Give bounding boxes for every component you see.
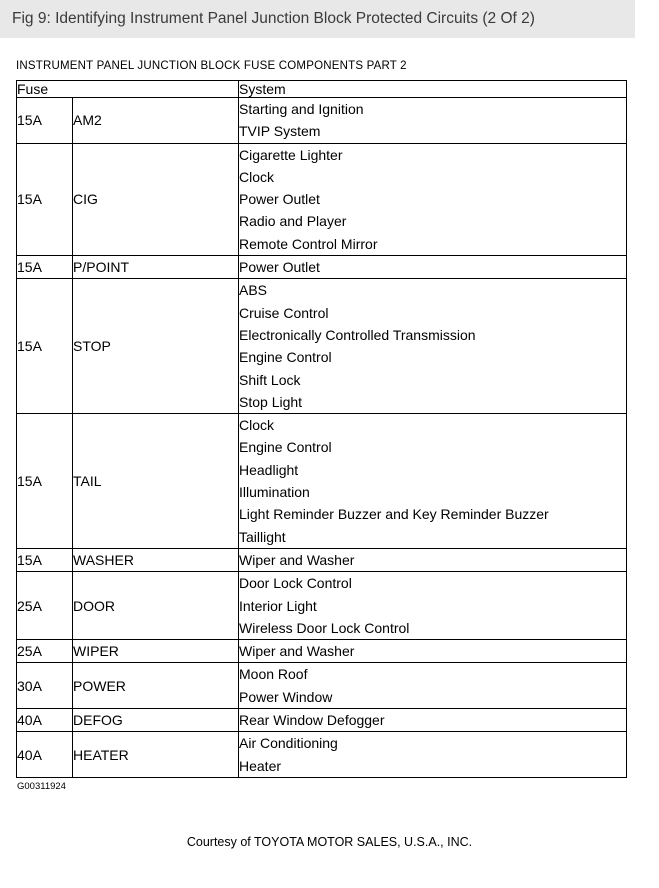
system-line: Cigarette Lighter <box>239 146 343 163</box>
cell-fuse-name: DOOR <box>73 572 239 640</box>
system-line: Power Outlet <box>239 259 320 276</box>
system-line: Rear Window Defogger <box>239 712 385 729</box>
cell-amperage: 15A <box>17 548 73 571</box>
system-line: Taillight <box>239 528 286 545</box>
system-line: Air Conditioning <box>239 735 338 752</box>
system-line: Power Outlet <box>239 191 320 208</box>
cell-amperage: 40A <box>17 732 73 778</box>
table-code: G00311924 <box>17 780 66 792</box>
cell-amperage: 25A <box>17 640 73 663</box>
cell-system-list <box>239 663 627 709</box>
cell-system-list <box>239 640 627 663</box>
system-line: ABS <box>239 282 268 299</box>
cell-fuse-name: AM2 <box>73 98 239 144</box>
cell-system-list <box>239 709 627 732</box>
column-header-fuse: Fuse <box>17 81 239 98</box>
cell-fuse-name: HEATER <box>73 732 239 778</box>
cell-system-list <box>239 98 627 144</box>
system-line: Stop Light <box>239 393 303 410</box>
table-header-row <box>17 81 627 98</box>
cell-amperage: 15A <box>17 414 73 549</box>
cell-amperage: 15A <box>17 143 73 255</box>
table-row <box>17 98 627 144</box>
system-line: Radio and Player <box>239 213 347 230</box>
courtesy-notice: Courtesy of TOYOTA MOTOR SALES, U.S.A., INC. <box>186 834 473 849</box>
cell-amperage: 40A <box>17 709 73 732</box>
table-row <box>17 572 627 640</box>
cell-system-list <box>239 732 627 778</box>
system-line: Illumination <box>239 484 310 501</box>
system-line: Wiper and Washer <box>239 643 355 660</box>
system-line: Starting and Ignition <box>239 101 364 117</box>
table-row <box>17 732 627 778</box>
table-row <box>17 414 627 549</box>
cell-system-list <box>239 414 627 549</box>
cell-system-list <box>239 143 627 255</box>
system-line: Engine Control <box>239 349 332 366</box>
cell-system-list <box>239 279 627 414</box>
cell-system-list <box>239 256 627 279</box>
document-body <box>0 60 659 849</box>
table-body <box>17 98 627 778</box>
system-line: Shift Lock <box>239 371 301 388</box>
system-line: Engine Control <box>239 439 332 456</box>
cell-system-list <box>239 548 627 571</box>
system-line: Wiper and Washer <box>239 551 355 568</box>
table-row <box>17 709 627 732</box>
cell-amperage: 25A <box>17 572 73 640</box>
system-line: Power Window <box>239 688 333 705</box>
system-line: Wireless Door Lock Control <box>239 619 410 636</box>
system-line: Light Reminder Buzzer and Key Reminder Buzzer <box>239 506 549 523</box>
figure-caption: Fig 9: Identifying Instrument Panel Junction Block Protected Circuits (2 Of 2) <box>0 0 635 38</box>
column-header-system: System <box>239 81 627 98</box>
cell-fuse-name: TAIL <box>73 414 239 549</box>
fuse-components-table <box>16 80 627 778</box>
system-line: Interior Light <box>239 597 317 614</box>
table-row <box>17 548 627 571</box>
table-title: INSTRUMENT PANEL JUNCTION BLOCK FUSE COMPONENTS PART 2 <box>16 60 407 72</box>
system-line: TVIP System <box>239 123 321 140</box>
cell-amperage: 15A <box>17 98 73 144</box>
cell-fuse-name: CIG <box>73 143 239 255</box>
table-row <box>17 663 627 709</box>
cell-fuse-name: WIPER <box>73 640 239 663</box>
cell-fuse-name: WASHER <box>73 548 239 571</box>
system-line: Headlight <box>239 461 299 478</box>
table-row <box>17 256 627 279</box>
system-line: Moon Roof <box>239 666 308 683</box>
table-row <box>17 640 627 663</box>
table-row <box>17 279 627 414</box>
table-row <box>17 143 627 255</box>
cell-fuse-name: P/POINT <box>73 256 239 279</box>
cell-fuse-name: STOP <box>73 279 239 414</box>
system-line: Cruise Control <box>239 304 329 321</box>
cell-fuse-name: POWER <box>73 663 239 709</box>
system-line: Clock <box>239 168 275 185</box>
system-line: Door Lock Control <box>239 575 352 592</box>
system-line: Remote Control Mirror <box>239 235 378 252</box>
cell-fuse-name: DEFOG <box>73 709 239 732</box>
system-line: Clock <box>239 417 275 434</box>
cell-amperage: 15A <box>17 256 73 279</box>
system-line: Heater <box>239 757 282 774</box>
cell-system-list <box>239 572 627 640</box>
cell-amperage: 30A <box>17 663 73 709</box>
system-line: Electronically Controlled Transmission <box>239 326 476 343</box>
cell-amperage: 15A <box>17 279 73 414</box>
